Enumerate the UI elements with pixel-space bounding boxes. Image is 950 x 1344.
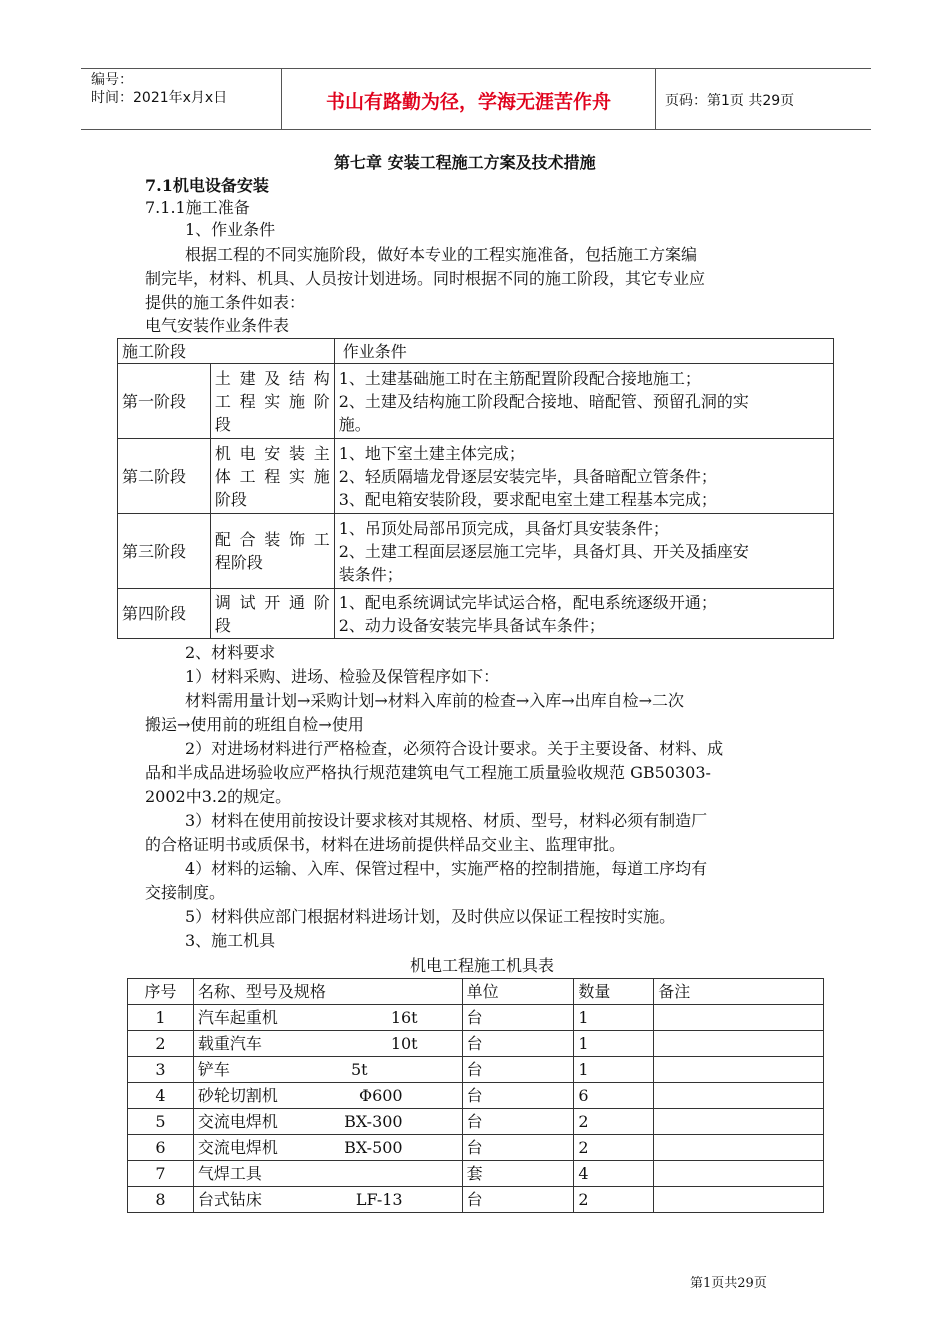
row-note	[654, 1031, 824, 1057]
equipment-name: 交流电焊机	[197, 1111, 278, 1131]
paragraph-line: 5）材料供应部门根据材料进场计划，及时供应以保证工程按时实施。	[185, 907, 676, 926]
row-unit: 台	[462, 1083, 574, 1109]
paragraph-line: 2002中3.2的规定。	[145, 787, 292, 806]
phase-line: 调试开通阶	[214, 592, 330, 612]
paragraph-line: 提供的施工条件如表：	[145, 293, 306, 312]
equipment-name: 交流电焊机	[197, 1137, 278, 1157]
row-note	[654, 1005, 824, 1031]
header-cell: 备注	[654, 979, 824, 1005]
header-cell: 单位	[462, 979, 574, 1005]
equipment-model: LF-13	[355, 1189, 403, 1209]
row-no: 3	[128, 1057, 194, 1083]
header-meta	[81, 69, 281, 129]
paragraph-line: 搬运→使用前的班组自检→使用	[145, 715, 364, 734]
condition-cell	[334, 514, 833, 589]
row-qty: 1	[574, 1005, 654, 1031]
row-unit: 台	[462, 1005, 574, 1031]
row-name	[193, 1187, 462, 1213]
stage-cell: 第四阶段	[118, 589, 211, 639]
equipment-model: 10t	[390, 1033, 418, 1053]
row-qty: 2	[574, 1109, 654, 1135]
stage-cell: 第三阶段	[118, 514, 211, 589]
paragraph-line: 2）对进场材料进行严格检查，必须符合设计要求。关于主要设备、材料、成	[185, 739, 724, 758]
table-row	[128, 1005, 824, 1031]
table-row	[118, 439, 834, 514]
paragraph-line: 制完毕，材料、机具、人员按计划进场。同时根据不同的施工阶段，其它专业应	[145, 269, 706, 288]
row-note	[654, 1083, 824, 1109]
equipment-name: 汽车起重机	[197, 1007, 278, 1027]
row-note	[654, 1109, 824, 1135]
table-row	[128, 1083, 824, 1109]
row-unit: 台	[462, 1187, 574, 1213]
header-cell: 数量	[574, 979, 654, 1005]
phase-line: 土建及结构	[214, 368, 330, 388]
item1-title: 1、作业条件	[185, 220, 276, 239]
condition-line: 1、土建基础施工时在主筋配置阶段配合接地施工；	[338, 368, 701, 388]
row-name	[193, 1057, 462, 1083]
phase-line: 工程实施阶	[214, 391, 330, 411]
condition-line: 2、动力设备安装完毕具备试车条件；	[338, 615, 605, 635]
equipment-name: 台式钻床	[197, 1189, 262, 1209]
table-row	[128, 1031, 824, 1057]
page-header	[81, 68, 871, 130]
row-qty: 4	[574, 1161, 654, 1187]
header-page-info: 页码：第1页 共29页	[665, 93, 795, 109]
stage-cell: 第一阶段	[118, 364, 211, 439]
table2-caption: 机电工程施工机具表	[410, 956, 555, 975]
row-no: 5	[128, 1109, 194, 1135]
row-no: 6	[128, 1135, 194, 1161]
row-unit: 台	[462, 1109, 574, 1135]
table-row	[128, 1187, 824, 1213]
paragraph-line: 3）材料在使用前按设计要求核对其规格、材质、型号，材料必须有制造厂	[185, 811, 708, 830]
paragraph-line: 根据工程的不同实施阶段，做好本专业的工程实施准备，包括施工方案编	[185, 245, 698, 264]
table-header-row	[118, 339, 834, 364]
section-title: 7.1机电设备安装	[145, 176, 269, 195]
condition-line: 3、配电箱安装阶段，要求配电室土建工程基本完成；	[338, 489, 717, 509]
item2-title: 2、材料要求	[185, 643, 276, 662]
condition-cell	[334, 589, 833, 639]
row-qty: 1	[574, 1031, 654, 1057]
phase-line: 段	[214, 615, 231, 635]
row-no: 7	[128, 1161, 194, 1187]
phase-line: 体工程实施	[214, 466, 330, 486]
equipment-name: 气焊工具	[197, 1163, 262, 1183]
phase-cell	[210, 514, 334, 589]
condition-line: 2、轻质隔墙龙骨逐层安装完毕，具备暗配立管条件；	[338, 466, 717, 486]
header-cell: 作业条件	[334, 339, 833, 364]
condition-cell	[334, 439, 833, 514]
table-row	[128, 1109, 824, 1135]
condition-line: 1、地下室土建主体完成；	[338, 443, 525, 463]
phase-cell	[210, 589, 334, 639]
row-name	[193, 1109, 462, 1135]
phase-cell	[210, 364, 334, 439]
electrical-conditions-table	[117, 338, 834, 639]
paragraph-line: 4）材料的运输、入库、保管过程中，实施严格的控制措施，每道工序均有	[185, 859, 708, 878]
condition-cell	[334, 364, 833, 439]
sub-section-title: 7.1.1施工准备	[145, 198, 250, 217]
table-row	[118, 589, 834, 639]
row-note	[654, 1135, 824, 1161]
paragraph-line: 材料需用量计划→采购计划→材料入库前的检查→入库→出库自检→二次	[185, 691, 685, 710]
table-row	[128, 1057, 824, 1083]
header-cell: 序号	[128, 979, 194, 1005]
row-unit: 台	[462, 1031, 574, 1057]
row-qty: 1	[574, 1057, 654, 1083]
equipment-model: Φ600	[358, 1085, 403, 1105]
condition-line: 施。	[338, 414, 371, 434]
header-cell: 名称、型号及规格	[193, 979, 462, 1005]
row-unit: 台	[462, 1135, 574, 1161]
condition-line: 1、吊顶处局部吊顶完成，具备灯具安装条件；	[338, 518, 669, 538]
row-name	[193, 1005, 462, 1031]
paragraph-line: 品和半成品进场验收应严格执行规范建筑电气工程施工质量验收规范 GB50303-	[145, 763, 711, 782]
page-footer: 第1页共29页	[690, 1276, 767, 1291]
equipment-name: 铲车	[197, 1059, 230, 1079]
condition-line: 装条件；	[338, 564, 403, 584]
header-cell: 施工阶段	[118, 339, 335, 364]
table-row	[128, 1161, 824, 1187]
row-no: 1	[128, 1005, 194, 1031]
row-note	[654, 1161, 824, 1187]
phase-line: 阶段	[214, 489, 247, 509]
table1-caption: 电气安装作业条件表	[145, 316, 290, 335]
equipment-model: BX-500	[344, 1137, 403, 1157]
row-unit: 套	[462, 1161, 574, 1187]
stage-cell: 第二阶段	[118, 439, 211, 514]
phase-line: 配合装饰工	[214, 530, 330, 549]
equipment-model: BX-300	[344, 1111, 403, 1131]
row-name	[193, 1161, 462, 1187]
table-header-row	[128, 979, 824, 1005]
header-number: 编号：	[91, 72, 133, 88]
row-name	[193, 1135, 462, 1161]
row-qty: 2	[574, 1187, 654, 1213]
equipment-table	[127, 978, 824, 1213]
header-divider	[655, 69, 656, 129]
table-row	[118, 364, 834, 439]
row-qty: 6	[574, 1083, 654, 1109]
row-no: 4	[128, 1083, 194, 1109]
row-name	[193, 1031, 462, 1057]
chapter-title: 第七章 安装工程施工方案及技术措施	[334, 153, 596, 172]
row-no: 8	[128, 1187, 194, 1213]
header-time: 时间：2021年x月x日	[91, 90, 228, 106]
paragraph-line: 1）材料采购、进场、检验及保管程序如下：	[185, 667, 500, 686]
row-qty: 2	[574, 1135, 654, 1161]
phase-line: 机电安装主	[214, 443, 330, 463]
phase-line: 段	[214, 414, 231, 434]
item3-title: 3、施工机具	[185, 931, 276, 950]
paragraph-line: 交接制度。	[145, 883, 226, 902]
paragraph-line: 的合格证明书或质保书，材料在进场前提供样品交业主、监理审批。	[145, 835, 626, 854]
phase-cell	[210, 439, 334, 514]
row-no: 2	[128, 1031, 194, 1057]
equipment-name: 砂轮切割机	[197, 1085, 278, 1105]
condition-line: 2、土建工程面层逐层施工完毕，具备灯具、开关及插座安	[338, 541, 749, 561]
equipment-name: 载重汽车	[197, 1033, 262, 1053]
row-name	[193, 1083, 462, 1109]
equipment-model: 16t	[390, 1007, 418, 1027]
table-row	[118, 514, 834, 589]
table-row	[128, 1135, 824, 1161]
row-unit: 台	[462, 1057, 574, 1083]
condition-line: 2、土建及结构施工阶段配合接地、暗配管、预留孔洞的实	[338, 391, 749, 411]
condition-line: 1、配电系统调试完毕试运合格，配电系统逐级开通；	[338, 592, 717, 612]
row-note	[654, 1057, 824, 1083]
phase-line: 程阶段	[214, 553, 263, 572]
equipment-model: 5t	[351, 1059, 368, 1079]
row-note	[654, 1187, 824, 1213]
header-motto: 书山有路勤为径，学海无涯苦作舟	[325, 91, 611, 113]
